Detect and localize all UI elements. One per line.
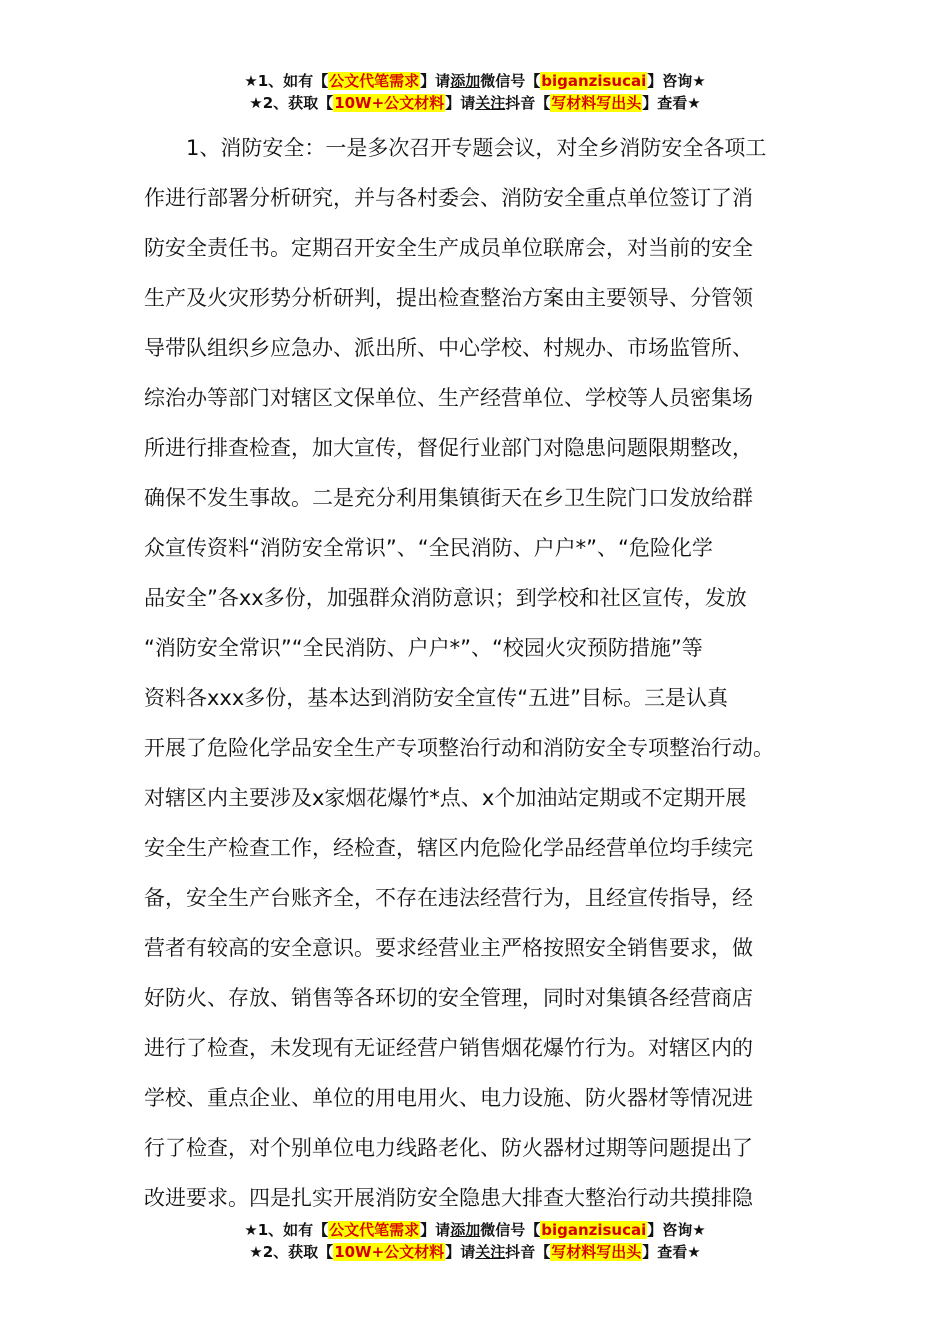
- banner-text: 微信号【: [480, 72, 541, 90]
- banner-text: 】查看★: [642, 1243, 701, 1261]
- body-line: 安全生产检查工作，经检查，辖区内危险化学品经营单位均手续完: [144, 836, 753, 860]
- banner-highlight: 公文代笔需求: [329, 72, 420, 90]
- banner-emphasis: 添加: [450, 1221, 481, 1239]
- banner-emphasis: 关注: [475, 1243, 506, 1261]
- banner-text: ★1、如有【: [244, 72, 329, 90]
- banner-text: 抖音【: [505, 1243, 551, 1261]
- banner-line-2: [0, 1241, 950, 1263]
- body-line: 品安全”各xx多份，加强群众消防意识；到学校和社区宣传，发放: [144, 586, 747, 610]
- banner-text: 】请: [445, 1243, 476, 1261]
- banner-text: ★1、如有【: [244, 1221, 329, 1239]
- banner-text: 】请: [420, 72, 451, 90]
- banner-text: 】请: [420, 1221, 451, 1239]
- banner-text: ★2、获取【: [249, 94, 334, 112]
- body-line: 备，安全生产台账齐全，不存在违法经营行为，且经宣传指导，经: [144, 886, 753, 910]
- body-line: 作进行部署分析研究，并与各村委会、消防安全重点单位签订了消: [144, 186, 753, 210]
- body-line: 所进行排查检查，加大宣传，督促行业部门对隐患问题限期整改，: [144, 436, 753, 460]
- body-line: 导带队组织乡应急办、派出所、中心学校、村规办、市场监管所、: [144, 336, 753, 360]
- body-line: 营者有较高的安全意识。要求经营业主严格按照安全销售要求，做: [144, 936, 753, 960]
- header-banner: [0, 70, 950, 114]
- body-line: 确保不发生事故。二是充分利用集镇街天在乡卫生院门口发放给群: [144, 486, 753, 510]
- banner-line-1: [0, 1219, 950, 1241]
- banner-line-2: [0, 92, 950, 114]
- body-line: 行了检查，对个别单位电力线路老化、防火器材过期等问题提出了: [144, 1136, 753, 1160]
- banner-highlight: 写材料写出头: [551, 94, 642, 112]
- banner-text: 】咨询★: [647, 72, 706, 90]
- body-line: 进行了检查，未发现有无证经营户销售烟花爆竹行为。对辖区内的: [144, 1036, 753, 1060]
- body-line: “消防安全常识”“全民消防、户户*”、“校园火灾预防措施”等: [144, 636, 703, 660]
- banner-highlight: 10W+公文材料: [334, 94, 445, 112]
- body-line: 生产及火灾形势分析研判，提出检查整治方案由主要领导、分管领: [144, 286, 753, 310]
- banner-text: 】咨询★: [647, 1221, 706, 1239]
- banner-text: 】查看★: [642, 94, 701, 112]
- banner-emphasis: 添加: [450, 72, 481, 90]
- body-line: 好防火、存放、销售等各环切的安全管理，同时对集镇各经营商店: [144, 986, 753, 1010]
- document-body: [144, 123, 810, 1223]
- banner-text: 微信号【: [480, 1221, 541, 1239]
- banner-highlight: 公文代笔需求: [329, 1221, 420, 1239]
- body-line: 综治办等部门对辖区文保单位、生产经营单位、学校等人员密集场: [144, 386, 753, 410]
- banner-highlight: biganzisucai: [541, 72, 647, 90]
- body-line: 学校、重点企业、单位的用电用火、电力设施、防火器材等情况进: [144, 1086, 753, 1110]
- banner-highlight: 10W+公文材料: [334, 1243, 445, 1261]
- banner-line-1: [0, 70, 950, 92]
- body-line: 改进要求。四是扎实开展消防安全隐患大排查大整治行动共摸排隐: [144, 1186, 753, 1210]
- banner-text: 抖音【: [505, 94, 551, 112]
- banner-highlight: biganzisucai: [541, 1221, 647, 1239]
- banner-highlight: 写材料写出头: [551, 1243, 642, 1261]
- footer-banner: [0, 1219, 950, 1263]
- banner-text: 】请: [445, 94, 476, 112]
- body-line: 1、消防安全：一是多次召开专题会议，对全乡消防安全各项工: [144, 136, 767, 160]
- banner-text: ★2、获取【: [249, 1243, 334, 1261]
- body-line: 对辖区内主要涉及x家烟花爆竹*点、x个加油站定期或不定期开展: [144, 786, 747, 810]
- banner-emphasis: 关注: [475, 94, 506, 112]
- body-line: 众宣传资料“消防安全常识”、“全民消防、户户*”、“危险化学: [144, 536, 713, 560]
- body-line: 开展了危险化学品安全生产专项整治行动和消防安全专项整治行动。: [144, 736, 774, 760]
- body-line: 防安全责任书。定期召开安全生产成员单位联席会，对当前的安全: [144, 236, 753, 260]
- body-line: 资料各xxx多份，基本达到消防安全宣传“五进”目标。三是认真: [144, 686, 729, 710]
